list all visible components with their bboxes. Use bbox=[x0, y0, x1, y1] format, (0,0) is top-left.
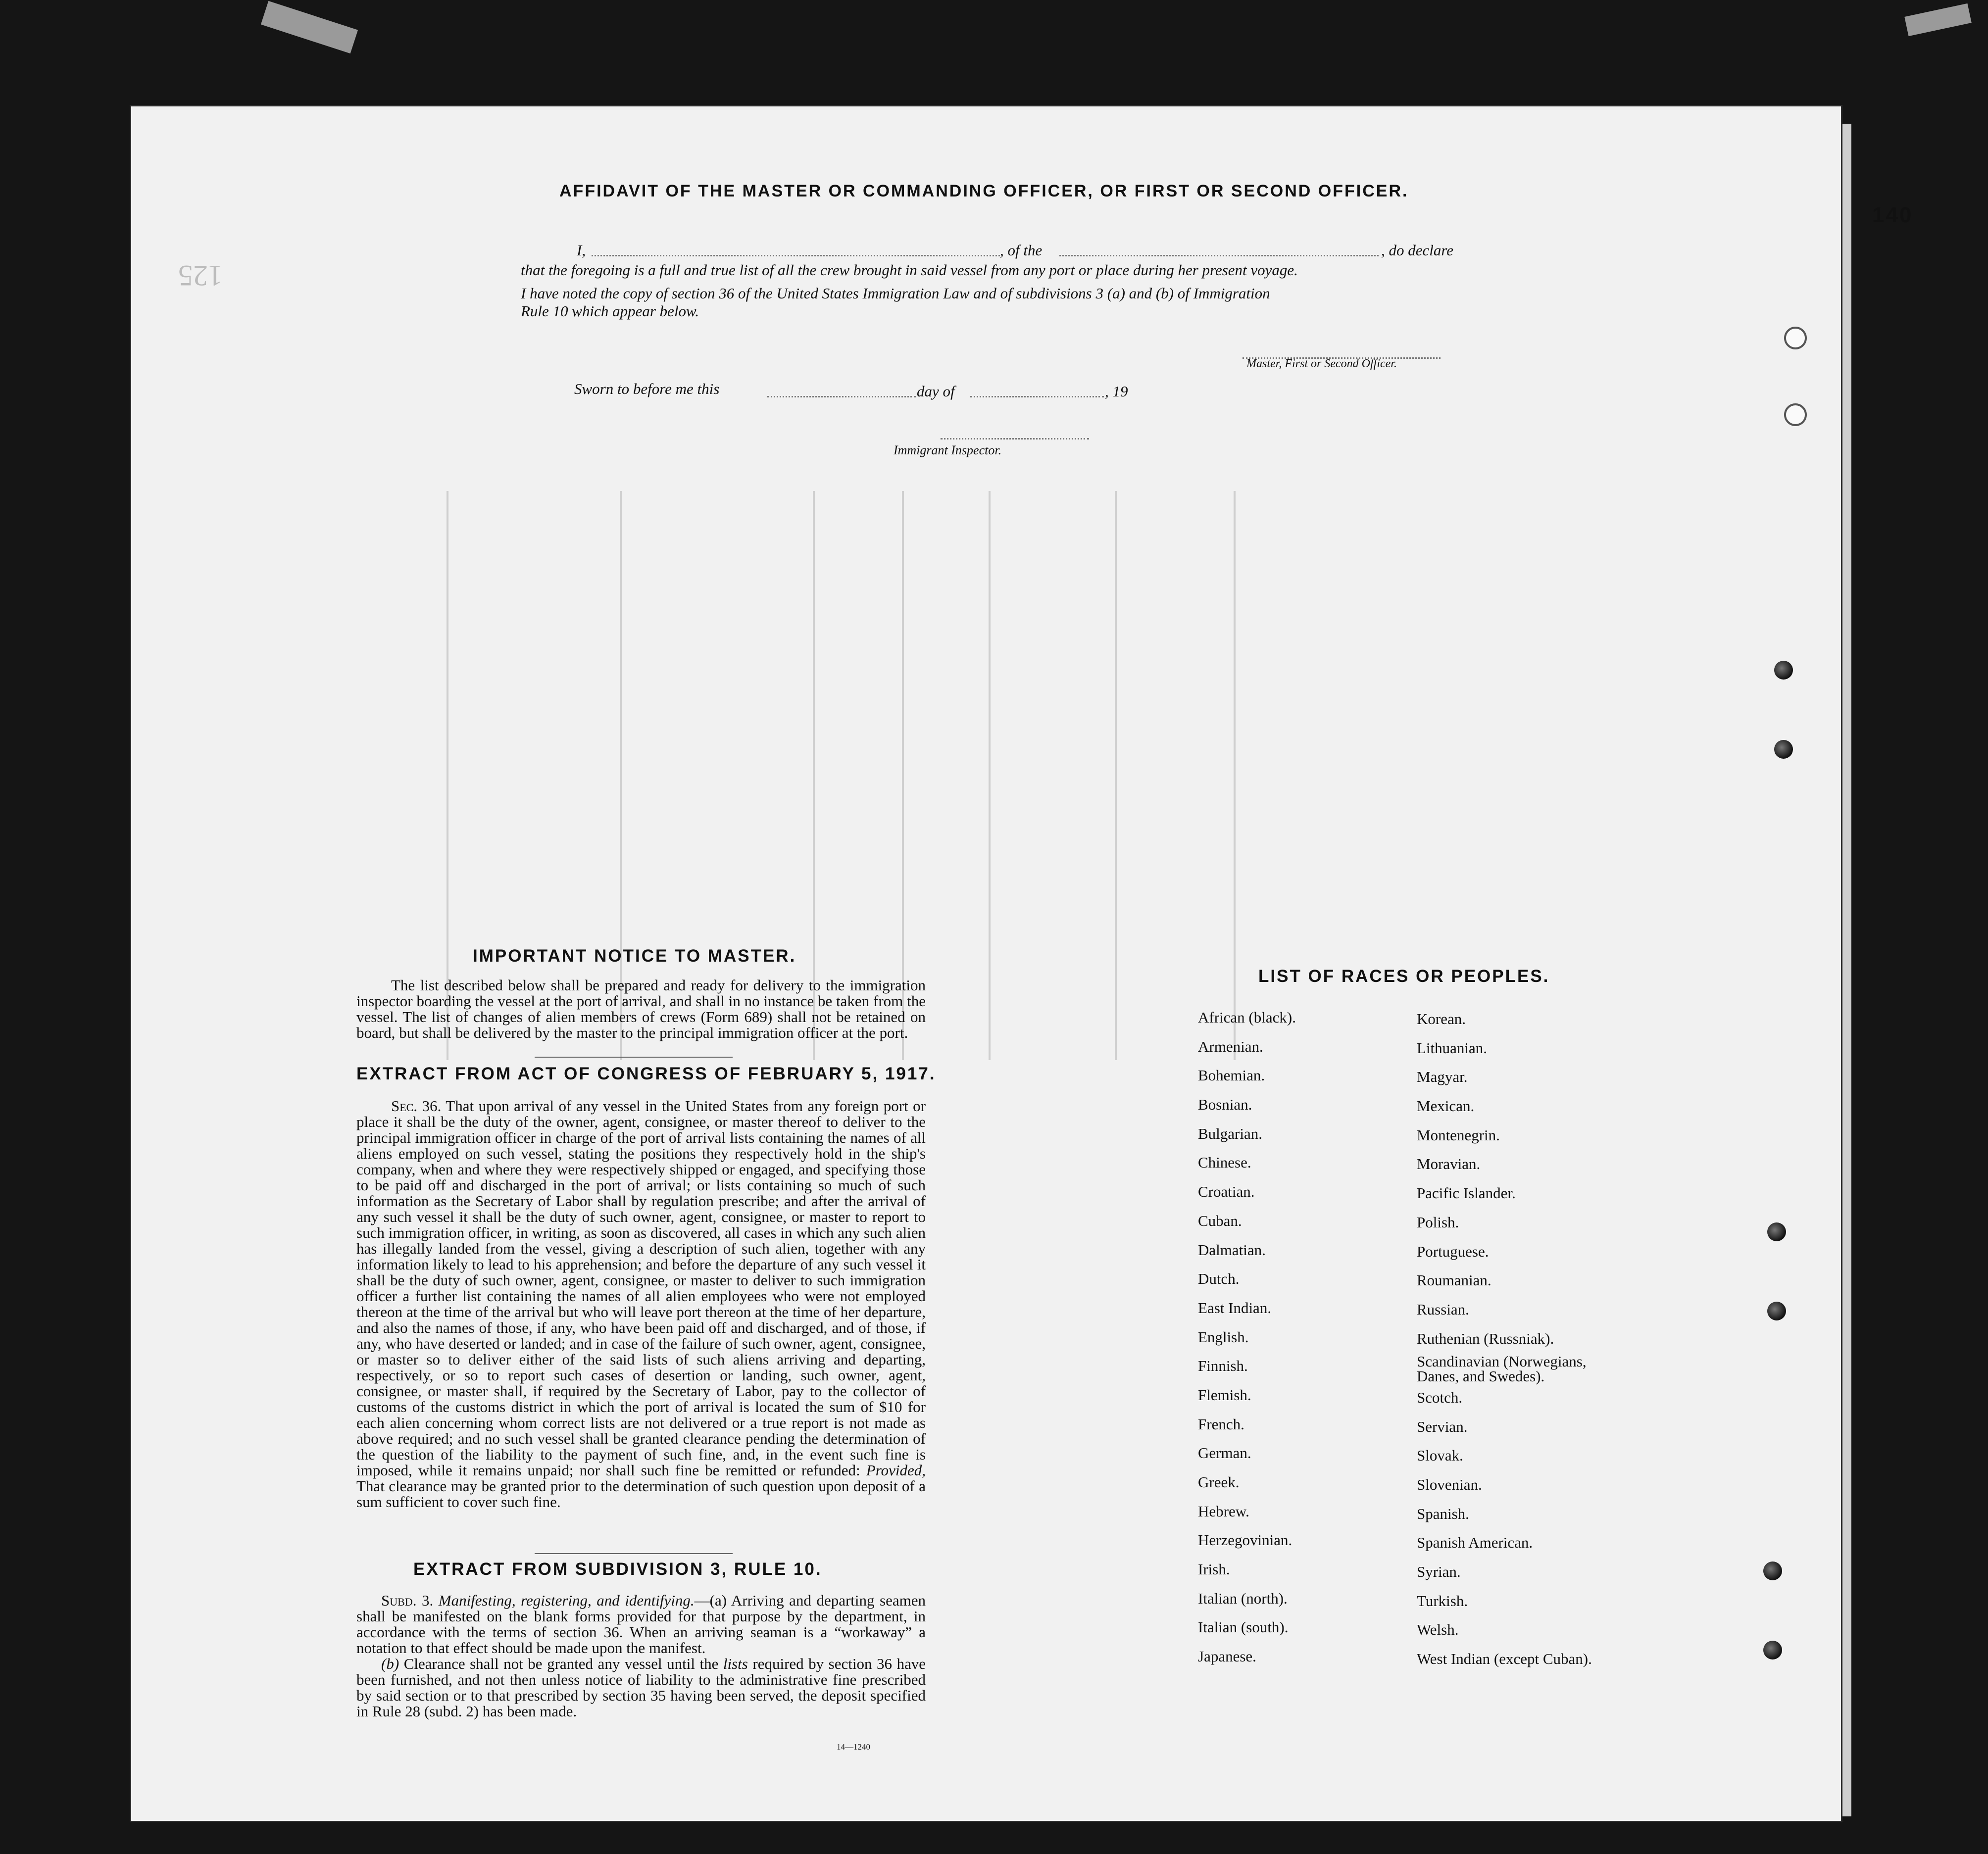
inspector-label: Immigrant Inspector. bbox=[894, 443, 1002, 457]
race-item: Magyar. bbox=[1417, 1068, 1468, 1086]
provided-word: Provided, bbox=[866, 1462, 926, 1479]
race-item: Lithuanian. bbox=[1417, 1039, 1488, 1057]
subd-label: Subd. 3. bbox=[381, 1592, 434, 1609]
race-item: Korean. bbox=[1417, 1010, 1466, 1027]
race-item: East Indian. bbox=[1198, 1299, 1272, 1317]
bleed-through-line bbox=[447, 491, 448, 1060]
affidavit-title: AFFIDAVIT OF THE MASTER OR COMMANDING OFFICER, OR FIRST OR SECOND OFFICER. bbox=[559, 182, 1409, 200]
race-item: Armenian. bbox=[1198, 1037, 1263, 1055]
extract-rule-title: EXTRACT FROM SUBDIVISION 3, RULE 10. bbox=[413, 1560, 822, 1579]
race-item: Spanish American. bbox=[1417, 1534, 1533, 1552]
race-item: Polish. bbox=[1417, 1213, 1459, 1231]
notice-text bbox=[356, 977, 926, 1041]
bleed-through-line bbox=[620, 491, 622, 1060]
race-item: German. bbox=[1198, 1444, 1251, 1462]
affidavit-of-the: , of the bbox=[1000, 242, 1043, 259]
race-item: Cuban. bbox=[1198, 1212, 1242, 1229]
race-item: Syrian. bbox=[1417, 1563, 1461, 1581]
notice-paragraph: The list described below shall be prepared and ready for delivery to the immigration inspector boarding the vessel at the port of arrival, and shall in no instance be taken from the vessel. The list of changes of alien members of crews (Form 689) shall not be retained on board, but shall be delivered by the master to the principal immigration officer at the port. bbox=[356, 976, 926, 1041]
race-item: Scotch. bbox=[1417, 1388, 1463, 1406]
month-line bbox=[970, 396, 1104, 397]
day-of-text: day of bbox=[917, 383, 955, 400]
race-item: Italian (north). bbox=[1198, 1589, 1288, 1607]
race-item: West Indian (except Cuban). bbox=[1417, 1650, 1592, 1668]
race-item: Scandinavian (Norwegians, Danes, and Swedes). bbox=[1417, 1353, 1587, 1385]
race-item: Spanish. bbox=[1417, 1505, 1469, 1522]
scan-artifact-top-right bbox=[1904, 3, 1971, 36]
year-text: , 19 bbox=[1105, 383, 1128, 400]
bleed-through-line bbox=[902, 491, 904, 1060]
bleed-through-line bbox=[1234, 491, 1236, 1060]
race-item: Turkish. bbox=[1417, 1592, 1468, 1610]
affidavit-do-declare: , do declare bbox=[1381, 242, 1454, 259]
race-item: Finnish. bbox=[1198, 1357, 1248, 1375]
subd-title: Manifesting, registering, and identifying. bbox=[438, 1592, 695, 1609]
race-item: Herzegovinian. bbox=[1198, 1531, 1292, 1549]
race-item: Italian (south). bbox=[1198, 1618, 1289, 1636]
bleed-through-line bbox=[813, 491, 815, 1060]
binder-hole bbox=[1767, 1302, 1786, 1320]
margin-number: 125 bbox=[178, 259, 223, 292]
races-left-column bbox=[1198, 1003, 1296, 1671]
extract-act-title: EXTRACT FROM ACT OF CONGRESS OF FEBRUARY 5, 1917. bbox=[356, 1064, 936, 1083]
race-item: Chinese. bbox=[1198, 1154, 1251, 1171]
race-item: Russian. bbox=[1417, 1300, 1469, 1318]
race-item: Welsh. bbox=[1417, 1621, 1459, 1639]
race-item: Dutch. bbox=[1198, 1270, 1240, 1288]
name-line bbox=[592, 255, 1000, 256]
vessel-line bbox=[1059, 255, 1379, 256]
race-item: African (black). bbox=[1198, 1009, 1296, 1026]
binder-hole bbox=[1784, 327, 1807, 349]
sworn-day-line bbox=[767, 396, 916, 397]
race-item: Moravian. bbox=[1417, 1155, 1481, 1173]
race-item: Flemish. bbox=[1198, 1386, 1251, 1404]
race-item: Bohemian. bbox=[1198, 1067, 1265, 1084]
race-item: Pacific Islander. bbox=[1417, 1184, 1516, 1202]
binder-hole bbox=[1774, 740, 1793, 759]
race-item: Portuguese. bbox=[1417, 1242, 1489, 1260]
binder-hole bbox=[1767, 1222, 1786, 1241]
section-divider bbox=[535, 1553, 733, 1554]
races-title: LIST OF RACES OR PEOPLES. bbox=[1258, 967, 1550, 986]
race-item: Greek. bbox=[1198, 1473, 1240, 1491]
form-number: 14—1240 bbox=[837, 1742, 870, 1752]
page-number: 140 bbox=[1872, 203, 1913, 227]
race-item: English. bbox=[1198, 1328, 1249, 1346]
race-item: Croatian. bbox=[1198, 1183, 1255, 1201]
race-item: Bosnian. bbox=[1198, 1096, 1252, 1114]
race-item: Slovenian. bbox=[1417, 1476, 1482, 1493]
bleed-through-line bbox=[989, 491, 991, 1060]
affidavit-line-2: that the foregoing is a full and true list of all the crew brought in said vessel from any port or place during her present voyage. bbox=[521, 261, 1298, 279]
race-item: Dalmatian. bbox=[1198, 1241, 1266, 1259]
sec-text-end: That clearance may be granted prior to the determination of such question upon deposit of a sum sufficient to cover such fine. bbox=[356, 1477, 926, 1511]
bleed-through-line bbox=[1115, 491, 1117, 1060]
race-item: Servian. bbox=[1417, 1417, 1468, 1435]
extract-rule-body bbox=[356, 1593, 926, 1719]
affidavit-i: I, bbox=[577, 242, 586, 259]
race-item: Japanese. bbox=[1198, 1648, 1256, 1665]
affidavit-line-3: I have noted the copy of section 36 of the United States Immigration Law and of subdivisions 3 (a) and (b) of Immigration bbox=[521, 285, 1270, 302]
race-item: Slovak. bbox=[1417, 1447, 1463, 1464]
subd-b-label: (b) bbox=[381, 1655, 399, 1672]
binder-hole bbox=[1763, 1641, 1782, 1659]
race-item: Hebrew. bbox=[1198, 1502, 1249, 1520]
sworn-text: Sworn to before me this bbox=[574, 380, 720, 397]
subd-b-text-1: Clearance shall not be granted any vessel until the bbox=[403, 1655, 719, 1672]
race-item: Roumanian. bbox=[1417, 1271, 1491, 1289]
affidavit-line-4: Rule 10 which appear below. bbox=[521, 302, 699, 320]
binder-hole bbox=[1774, 661, 1793, 680]
extract-act-body bbox=[356, 1098, 926, 1510]
subd-b-lists: lists bbox=[723, 1655, 748, 1672]
subd-b-text-2: required by section 36 have been furnished, and not then unless notice of liability to the administrative fine prescribed by said section or to that prescribed by section 35 having been served, the deposit specified in Rule 28 (subd. 2) has been made. bbox=[356, 1655, 926, 1720]
race-item: Mexican. bbox=[1417, 1097, 1475, 1115]
races-right-column bbox=[1417, 1005, 1615, 1674]
sec-label: Sec. 36. bbox=[391, 1097, 442, 1115]
binder-hole bbox=[1784, 403, 1807, 426]
race-item: Ruthenian (Russniak). bbox=[1417, 1329, 1554, 1347]
notice-title: IMPORTANT NOTICE TO MASTER. bbox=[473, 946, 796, 966]
race-item: Bulgarian. bbox=[1198, 1124, 1262, 1142]
inspector-line bbox=[941, 438, 1089, 439]
binder-hole bbox=[1763, 1561, 1782, 1580]
section-divider bbox=[535, 1057, 733, 1058]
signature-label: Master, First or Second Officer. bbox=[1246, 357, 1397, 370]
race-item: Irish. bbox=[1198, 1561, 1230, 1578]
scan-artifact-top bbox=[261, 1, 358, 53]
sec-text: That upon arrival of any vessel in the United States from any foreign port or place it shall be the duty of the owner, agent, consignee, or master thereof to deliver to the principal immigration officer in charge of the port of arrival lists containing the names of all aliens employed on such vessel, stating the positions they respectively hold in the ship's company, when and where they were respectively shipped or engaged, and specifying those to be paid off and discharged in the port of arrival; or lists containing so much of such information as the Secretary of Labor shall by regulation prescribe; and after the arrival of any such vessel it shall be the duty of such owner, agent, consignee, or master to report to such immigration officer, in writing, as soon as discovered, all cases in which any such alien has illegally landed from the vessel, giving a description of such alien, together with any information likely to lead to his apprehension; and before the departure of any such vessel it shall be the duty of such owner, agent, consignee, or master to deliver to such immigration officer a further list containing the names of all alien employees who were not employed thereon at the time of the arrival but who will leave port thereon at the time of her departure, and also the names of those, if any, who have been paid off and discharged, and of those, if any, who have deserted or landed; and in case of the failure of such owner, agent, consignee, or master so to deliver either of the said lists of such aliens arriving and departing, respectively, or so to report such cases of desertion or landing, such owner, agent, consignee, or master shall, if required by the Secretary of Labor, pay to the collector of customs of the customs district in which the port of arrival is located the sum of $10 for each alien concerning whom correct lists are not delivered or a true report is not made as above required; and no such vessel shall be granted clearance pending the determination of the question of the liability to the payment of such fine, and, in the event such fine is imposed, while it remains unpaid; nor shall such fine be remitted or refunded: bbox=[356, 1097, 926, 1479]
subd-a-text: —(a) Arriving and departing seamen shall be manifested on the blank forms provided for that purpose by the department, in accordance with the terms of section 36. When an arriving seaman is a “workaway” a notation to that effect should be made upon the manifest. bbox=[356, 1592, 926, 1657]
race-item: Montenegrin. bbox=[1417, 1126, 1500, 1144]
race-item: French. bbox=[1198, 1415, 1244, 1433]
